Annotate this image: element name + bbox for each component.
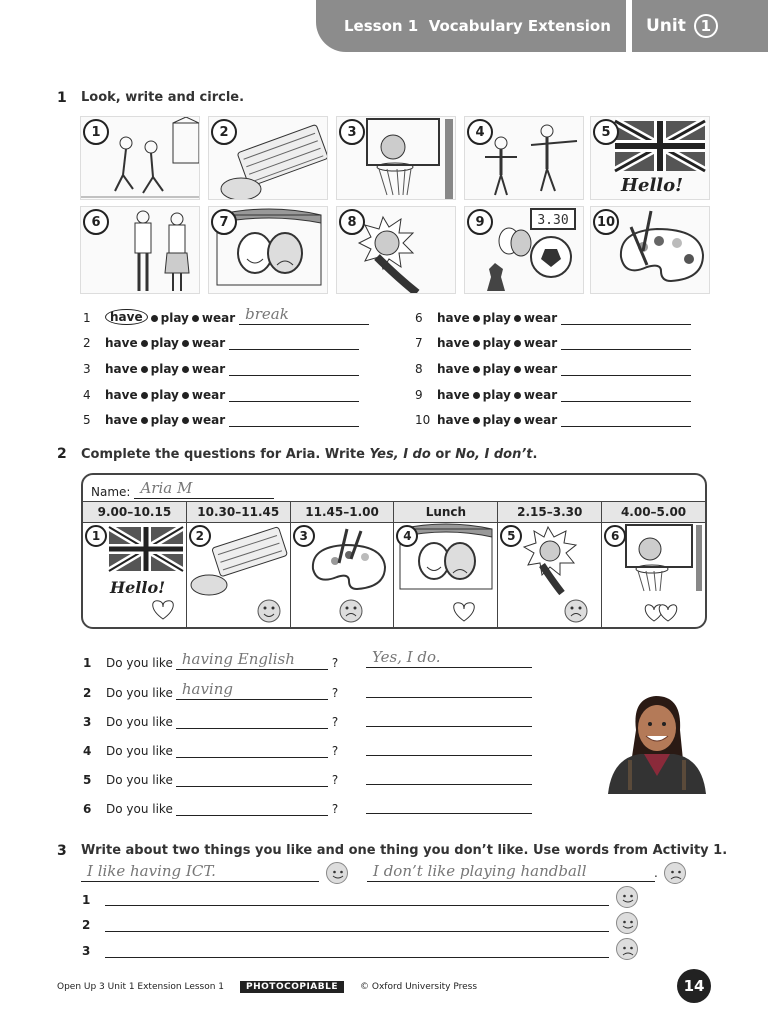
- answer-line[interactable]: [366, 680, 532, 698]
- answer-line[interactable]: [366, 738, 532, 756]
- picture-number: 8: [339, 209, 365, 235]
- question-row-3: [83, 709, 338, 729]
- question-mark: ?: [331, 744, 339, 758]
- word-row-1: [83, 307, 369, 325]
- line-number: 1: [82, 893, 91, 907]
- answer-line[interactable]: [561, 334, 691, 350]
- writing-line-3[interactable]: [105, 940, 609, 958]
- question-number: 2: [83, 686, 92, 700]
- picture-9-games: [464, 206, 584, 294]
- question-mark: ?: [331, 802, 339, 816]
- heart-icon: [454, 603, 475, 621]
- heart-icon: [153, 601, 174, 619]
- word-row-2: [83, 332, 359, 350]
- photocopiable-badge: PHOTOCOPIABLE: [240, 981, 344, 993]
- question-number: 1: [83, 656, 92, 670]
- bullet-icon: [514, 392, 521, 399]
- timetable-cell-english: [83, 523, 187, 629]
- instruction-text: Complete the questions for Aria. Write: [81, 447, 370, 462]
- timetable-cell-ict: [187, 523, 291, 629]
- answer-line[interactable]: [561, 309, 691, 325]
- cell-number: 3: [293, 525, 315, 547]
- timetable-cell-drama: [394, 523, 498, 629]
- unit-label: Unit: [646, 16, 686, 36]
- picture-number: 1: [83, 119, 109, 145]
- bullet-icon: [473, 315, 480, 322]
- option-have[interactable]: have: [437, 413, 470, 427]
- bullet-icon: [192, 315, 199, 322]
- question-fill-line[interactable]: [176, 798, 328, 816]
- unit-number-badge: 1: [694, 14, 718, 38]
- option-wear[interactable]: wear: [523, 362, 558, 376]
- bullet-icon: [182, 366, 189, 373]
- hello-text: Hello!: [110, 578, 166, 597]
- option-wear[interactable]: wear: [191, 388, 226, 402]
- row-number: 3: [83, 362, 91, 376]
- answer-line[interactable]: [229, 411, 359, 427]
- cell-number: 2: [189, 525, 211, 547]
- happy-face-icon: [258, 600, 280, 622]
- picture-number: 9: [467, 209, 493, 235]
- bullet-icon: [182, 392, 189, 399]
- word-row-8: [415, 358, 691, 376]
- time-slot: 10.30–11.45: [187, 502, 291, 522]
- exercise-1-instruction: Look, write and circle.: [81, 90, 245, 105]
- option-play[interactable]: play: [160, 311, 189, 325]
- bullet-icon: [473, 392, 480, 399]
- instruction-or: or: [430, 447, 456, 462]
- answer-line[interactable]: [366, 767, 532, 785]
- sad-face-icon: [340, 600, 362, 622]
- question-mark: ?: [331, 773, 339, 787]
- option-wear[interactable]: wear: [523, 336, 558, 350]
- word-row-5: [83, 409, 359, 427]
- cell-number: 1: [85, 525, 107, 547]
- sad-face-icon: [616, 938, 638, 960]
- option-have[interactable]: have: [105, 362, 138, 376]
- bullet-icon: [141, 417, 148, 424]
- answer-line[interactable]: [229, 334, 359, 350]
- question-mark: ?: [331, 656, 339, 670]
- unit-header-tab: [632, 0, 768, 52]
- word-row-10: [415, 409, 691, 427]
- picture-number: 7: [211, 209, 237, 235]
- example-period: .: [654, 866, 658, 880]
- page-number: 14: [677, 969, 711, 1003]
- exercise-2-number: 2: [57, 446, 67, 462]
- cell-number: 5: [500, 525, 522, 547]
- question-prefix: Do you like: [106, 802, 173, 816]
- option-play[interactable]: play: [150, 336, 179, 350]
- row-number: 4: [83, 388, 91, 402]
- bullet-icon: [141, 340, 148, 347]
- question-fill-line[interactable]: [176, 652, 328, 670]
- hello-text: Hello!: [621, 175, 684, 196]
- picture-3-basketball: [336, 116, 456, 200]
- question-mark: ?: [331, 715, 339, 729]
- footer-book-title: Open Up 3 Unit 1 Extension Lesson 1: [57, 982, 225, 992]
- bullet-icon: [141, 366, 148, 373]
- happy-face-icon: [326, 862, 348, 884]
- row-number: 7: [415, 336, 423, 350]
- time-slot: 2.15–3.30: [498, 502, 602, 522]
- option-wear[interactable]: wear: [523, 413, 558, 427]
- name-field: [91, 481, 274, 499]
- line-number: 3: [82, 944, 91, 958]
- row-number: 9: [415, 388, 423, 402]
- word-row-9: [415, 384, 691, 402]
- clock-display: 3.30: [537, 213, 569, 228]
- row-number: 6: [415, 311, 423, 325]
- answer-line[interactable]: [561, 411, 691, 427]
- option-have[interactable]: have: [105, 413, 138, 427]
- cell-number: 4: [396, 525, 418, 547]
- writing-line-2[interactable]: [105, 914, 609, 932]
- option-have[interactable]: have: [437, 362, 470, 376]
- option-play[interactable]: play: [482, 311, 511, 325]
- question-mark: ?: [331, 686, 339, 700]
- question-row-2: [83, 680, 338, 700]
- handwritten-answer: Yes, I do.: [372, 648, 441, 666]
- time-slot: 11.45–1.00: [291, 502, 395, 522]
- exercise-2-instruction: [81, 447, 537, 462]
- bullet-icon: [473, 417, 480, 424]
- footer: [57, 981, 477, 993]
- timetable-body: [83, 523, 705, 629]
- name-label: Name:: [91, 485, 131, 499]
- handwritten-example-dislike: I don’t like playing handball: [373, 862, 587, 880]
- option-play[interactable]: play: [482, 413, 511, 427]
- word-row-6: [415, 307, 691, 325]
- picture-6-uniform: [80, 206, 200, 294]
- option-wear[interactable]: wear: [191, 413, 226, 427]
- writing-line-1[interactable]: [105, 888, 609, 906]
- bullet-icon: [514, 366, 521, 373]
- option-have[interactable]: have: [105, 336, 138, 350]
- happy-face-icon: [616, 886, 638, 908]
- option-wear[interactable]: wear: [201, 311, 236, 325]
- option-play[interactable]: play: [482, 388, 511, 402]
- handwritten-answer: break: [245, 305, 289, 323]
- word-row-3: [83, 358, 359, 376]
- row-number: 8: [415, 362, 423, 376]
- picture-1-break-time: [80, 116, 200, 200]
- aria-photo: [600, 690, 714, 794]
- lesson-title: Vocabulary Extension: [428, 17, 611, 35]
- option-play[interactable]: play: [150, 362, 179, 376]
- question-prefix: Do you like: [106, 744, 173, 758]
- option-play[interactable]: play: [482, 362, 511, 376]
- exercise-3-number: 3: [57, 843, 67, 859]
- handwritten-example-like: I like having ICT.: [87, 862, 216, 880]
- exercise-3-instruction: Write about two things you like and one thing you don’t like. Use words from Activity 1.: [81, 843, 728, 858]
- answer-line[interactable]: [366, 796, 532, 814]
- handwritten-fill: having English: [181, 650, 295, 668]
- question-fill-line[interactable]: [176, 682, 328, 700]
- picture-number: 5: [593, 119, 619, 145]
- bullet-icon: [473, 340, 480, 347]
- instruction-end: .: [532, 447, 538, 462]
- picture-4-pe: [464, 116, 584, 200]
- answer-line[interactable]: [366, 650, 532, 668]
- exercise-1-number: 1: [57, 90, 67, 106]
- line-number: 2: [82, 918, 91, 932]
- timetable: [81, 473, 707, 629]
- picture-number: 2: [211, 119, 237, 145]
- cell-number: 6: [604, 525, 626, 547]
- timetable-header: [83, 501, 705, 523]
- option-have[interactable]: have: [437, 336, 470, 350]
- picture-number: 10: [593, 209, 619, 235]
- picture-number: 3: [339, 119, 365, 145]
- footer-copyright: © Oxford University Press: [360, 982, 478, 992]
- question-number: 3: [83, 715, 92, 729]
- name-line[interactable]: [134, 481, 274, 499]
- option-have[interactable]: have: [105, 388, 138, 402]
- bullet-icon: [182, 417, 189, 424]
- time-slot: Lunch: [394, 502, 498, 522]
- bullet-icon: [182, 340, 189, 347]
- picture-number: 4: [467, 119, 493, 145]
- answer-line[interactable]: [561, 386, 691, 402]
- question-row-1: [83, 650, 338, 670]
- question-number: 4: [83, 744, 92, 758]
- time-slot: 9.00–10.15: [83, 502, 187, 522]
- instruction-yes: Yes, I do: [369, 447, 431, 462]
- bullet-icon: [473, 366, 480, 373]
- example-like-line: [81, 864, 319, 882]
- question-fill-line[interactable]: [176, 740, 328, 758]
- word-row-4: [83, 384, 359, 402]
- sad-face-icon: [565, 600, 587, 622]
- option-play[interactable]: play: [150, 413, 179, 427]
- question-fill-line[interactable]: [176, 769, 328, 787]
- bullet-icon: [141, 392, 148, 399]
- question-row-5: [83, 767, 338, 787]
- option-wear[interactable]: wear: [523, 388, 558, 402]
- lesson-header-tab: [316, 0, 626, 52]
- bullet-icon: [514, 315, 521, 322]
- bullet-icon: [151, 315, 158, 322]
- word-row-7: [415, 332, 691, 350]
- row-number: 5: [83, 413, 91, 427]
- option-wear[interactable]: wear: [523, 311, 558, 325]
- timetable-cell-basketball: [602, 523, 705, 629]
- option-have[interactable]: have: [437, 311, 470, 325]
- option-wear[interactable]: wear: [191, 362, 226, 376]
- question-number: 6: [83, 802, 92, 816]
- sad-face-icon: [664, 862, 686, 884]
- time-slot: 4.00–5.00: [620, 505, 687, 519]
- picture-10-art: [590, 206, 710, 294]
- timetable-cell-handball: [498, 523, 602, 629]
- question-prefix: Do you like: [106, 773, 173, 787]
- option-play[interactable]: play: [482, 336, 511, 350]
- bullet-icon: [514, 417, 521, 424]
- picture-7-drama: [208, 206, 328, 294]
- answer-line[interactable]: [239, 305, 369, 325]
- row-number: 10: [415, 413, 431, 427]
- answer-line[interactable]: [366, 709, 532, 727]
- question-row-6: [83, 796, 338, 816]
- question-number: 5: [83, 773, 92, 787]
- option-have-circled[interactable]: have: [105, 309, 148, 325]
- two-hearts-icon: [645, 605, 677, 621]
- answer-line[interactable]: [229, 360, 359, 376]
- answer-line[interactable]: [229, 386, 359, 402]
- handwritten-fill: having: [181, 680, 233, 698]
- question-row-4: [83, 738, 338, 758]
- picture-5-english: [590, 116, 710, 200]
- question-prefix: Do you like: [106, 715, 173, 729]
- happy-face-icon: [616, 912, 638, 934]
- name-value: Aria M: [140, 479, 193, 497]
- picture-number: 6: [83, 209, 109, 235]
- option-wear[interactable]: wear: [191, 336, 226, 350]
- instruction-no: No, I don’t: [455, 447, 533, 462]
- question-prefix: Do you like: [106, 686, 173, 700]
- picture-2-ict: [208, 116, 328, 200]
- row-number: 2: [83, 336, 91, 350]
- option-play[interactable]: play: [150, 388, 179, 402]
- lesson-label: Lesson 1: [344, 17, 419, 35]
- example-dislike-line: [367, 864, 655, 882]
- question-fill-line[interactable]: [176, 711, 328, 729]
- answer-line[interactable]: [561, 360, 691, 376]
- row-number: 1: [83, 311, 91, 325]
- timetable-cell-art: [291, 523, 395, 629]
- bullet-icon: [514, 340, 521, 347]
- question-prefix: Do you like: [106, 656, 173, 670]
- picture-8-handball: [336, 206, 456, 294]
- option-have[interactable]: have: [437, 388, 470, 402]
